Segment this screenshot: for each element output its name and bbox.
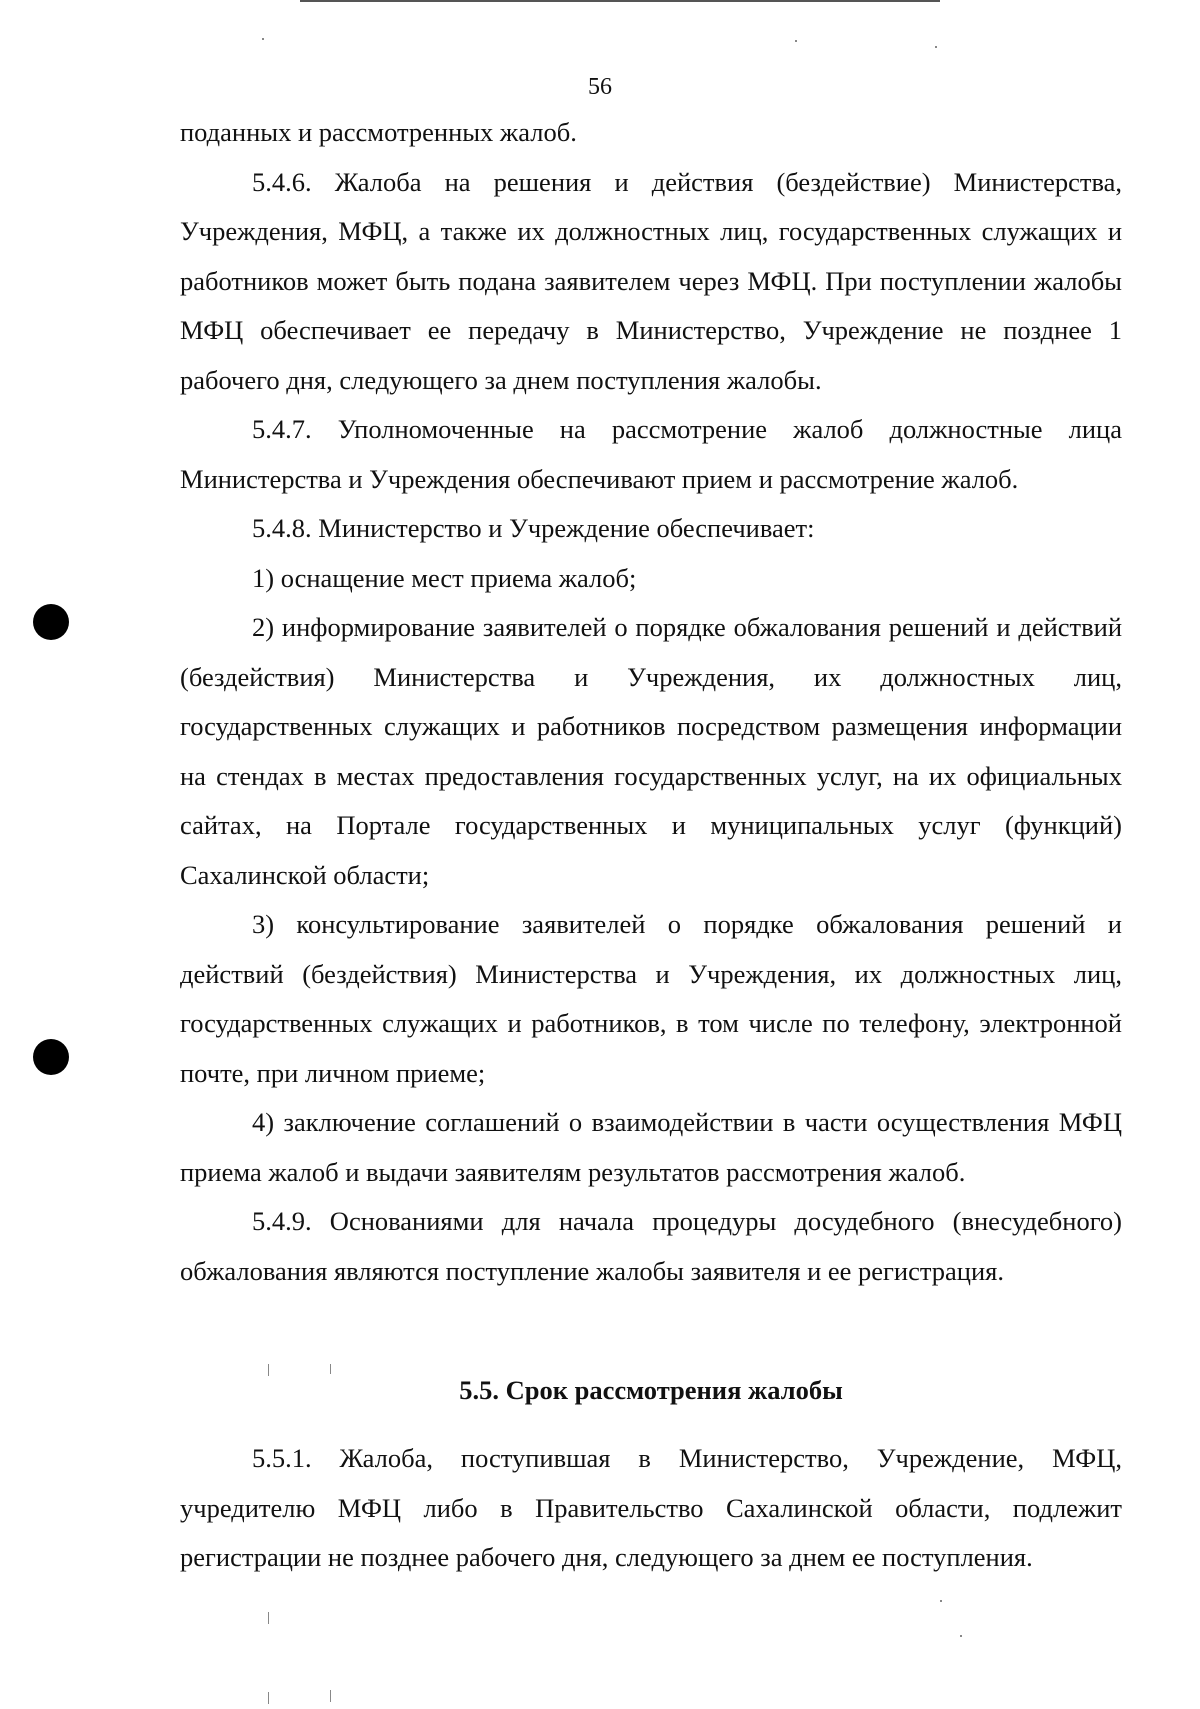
paragraph-continuation: поданных и рассмотренных жалоб.: [180, 117, 577, 147]
scan-speck: [940, 1600, 942, 1602]
page-number: 56: [588, 74, 612, 100]
paragraph-5-5-1: 5.5.1. Жалоба, поступившая в Министерство, Учреждение, МФЦ, учредителю МФЦ либо в Правительство Сахалинской области, подлежит регистрации не позднее рабочего дня, следующего за днем ее поступления.: [180, 1443, 1122, 1572]
top-edge-line: [300, 0, 940, 2]
scan-speck: [960, 1635, 962, 1637]
scan-speck: [268, 1612, 269, 1624]
paragraph-5-4-7: 5.4.7. Уполномоченные на рассмотрение жалоб должностные лица Министерства и Учреждения обеспечивают прием и рассмотрение жалоб.: [180, 414, 1122, 494]
section-heading: 5.5. Срок рассмотрения жалобы: [459, 1375, 843, 1405]
punch-hole-bottom: [33, 1039, 69, 1075]
scan-speck: [268, 1692, 269, 1704]
paragraph-5-4-6: 5.4.6. Жалоба на решения и действия (бездействие) Министерства, Учреждения, МФЦ, а также их должностных лиц, государственных служащих и работников может быть подана заявителем через МФЦ. При поступлении жалобы МФЦ обеспечивает ее передачу в Министерство, Учреждение не позднее 1 рабочего дня, следующего за днем поступления жалобы.: [180, 166, 1122, 395]
list-item-4: 4) заключение соглашений о взаимодействии в части осуществления МФЦ приема жалоб и выдачи заявителям результатов рассмотрения жалоб.: [180, 1107, 1122, 1187]
list-item-2: 2) информирование заявителей о порядке обжалования решений и действий (бездействия) Министерства и Учреждения, их должностных лиц, государственных служащих и работников посредством размещения информации на стендах в местах предоставления государственных услуг, на их официальных сайтах, на Портале государственных и муниципальных услуг (функций) Сахалинской области;: [180, 612, 1122, 890]
paragraph-5-4-9: 5.4.9. Основаниями для начала процедуры досудебного (внесудебного) обжалования являются поступление жалобы заявителя и ее регистрация.: [180, 1206, 1122, 1286]
body-text-top: [180, 108, 1122, 1296]
paragraph-5-4-8: 5.4.8. Министерство и Учреждение обеспечивает:: [252, 513, 815, 543]
scan-speck: [330, 1364, 331, 1374]
scan-speck: [262, 38, 264, 40]
scan-speck: [795, 40, 797, 42]
scan-speck: [268, 1364, 269, 1376]
scan-speck: [330, 1690, 331, 1702]
list-item-1: 1) оснащение мест приема жалоб;: [252, 562, 637, 593]
list-item-3: 3) консультирование заявителей о порядке обжалования решений и действий (бездействия) Министерства и Учреждения, их должностных лиц, государственных служащих и работников, в том числе по телефону, электронной почте, при личном приеме;: [180, 909, 1122, 1088]
punch-hole-top: [33, 604, 69, 640]
scan-speck: [935, 46, 937, 48]
body-text-bottom: [180, 1434, 1122, 1583]
